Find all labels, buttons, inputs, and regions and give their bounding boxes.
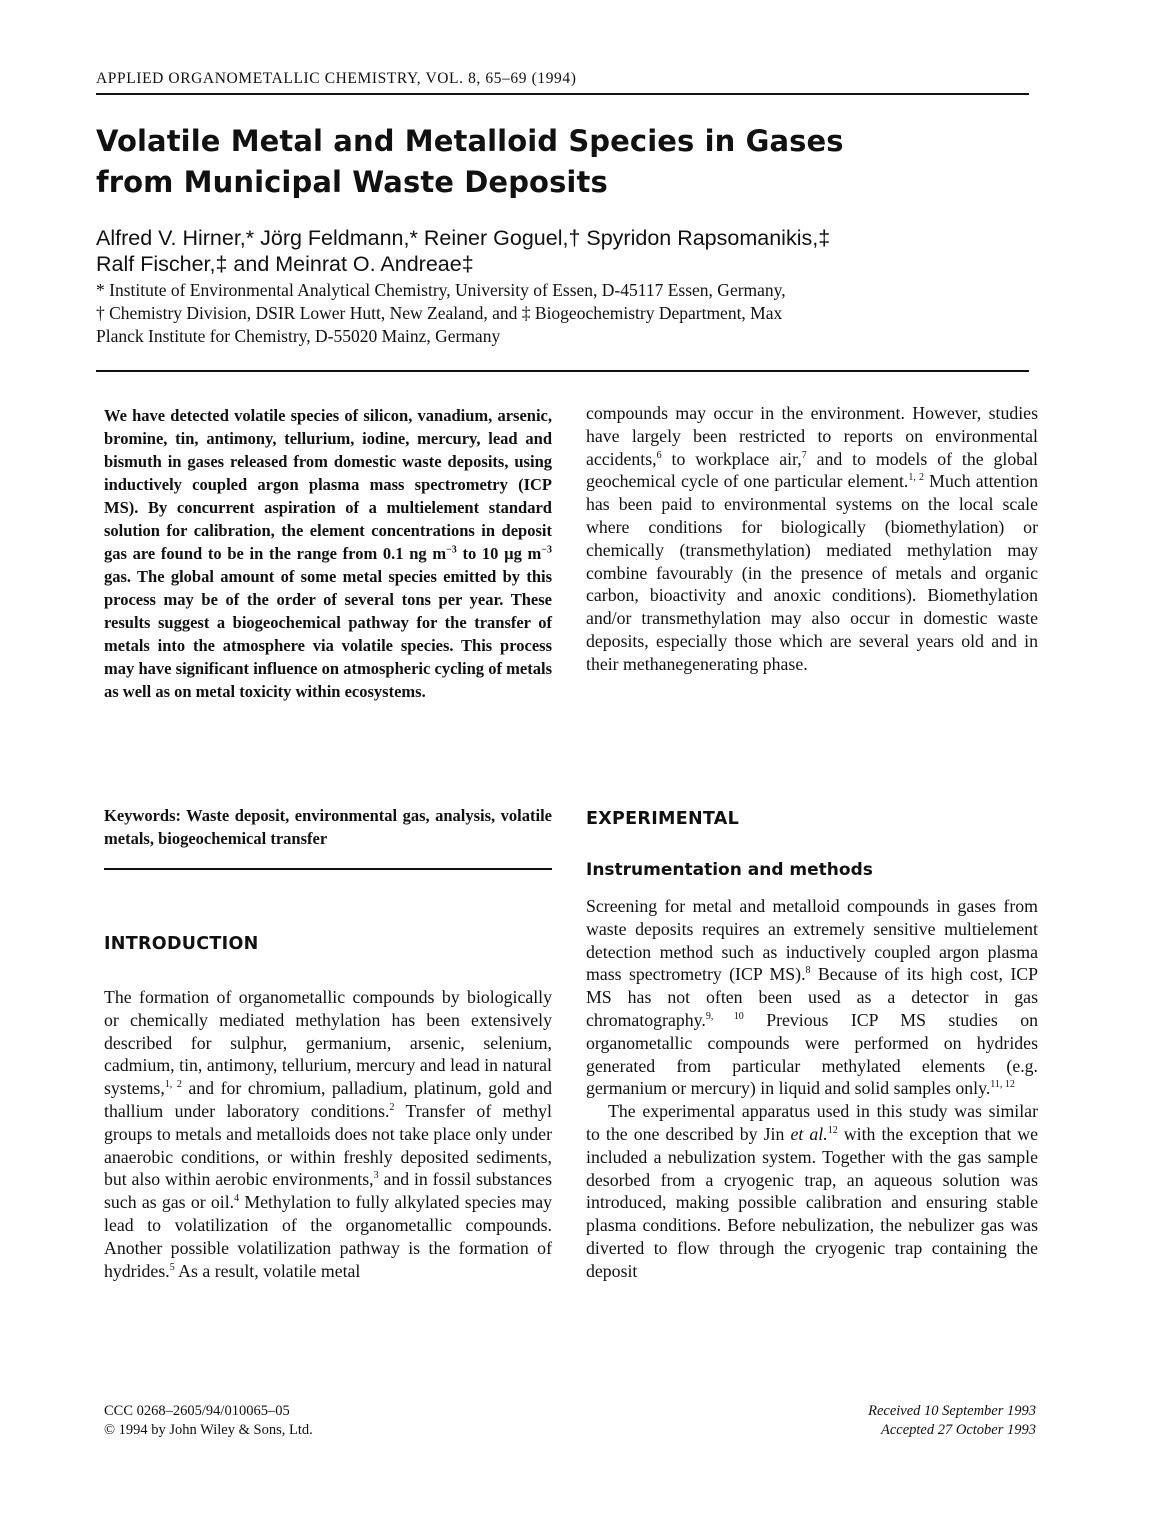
introduction-continued-paragraph: compounds may occur in the environment. However, studies have largely been restricted to reports on environmental accidents,$^6$ to workplace air,$^7$ and to models of the global geochemical cycle of one particular element.$^{1, 2}$ Much attention has been paid to environmental systems on the local scale where conditions for biologically (biomethylation) or chemically (transmethylation) mediated methylation may combine favourably (in the presence of metals and organic carbon, bioactivity and anoxic conditions). Biomethylation and/or transmethylation may also occur in domestic waste deposits, especially those which are several years old and in their methanegenerating phase. (586, 403, 1038, 674)
title-block-rule (96, 370, 1029, 372)
keywords: Keywords: Waste deposit, environmental gas, analysis, volatile metals, biogeochemical transfer (104, 806, 552, 848)
experimental-body (586, 895, 1038, 1283)
authors-line-1: Alfred V. Hirner,* Jörg Feldmann,* Reiner Goguel,† Spyridon Rapsomanikis,‡ (96, 226, 831, 250)
ccc-code: CCC 0268–2605/94/010065–05 (104, 1403, 290, 1419)
abstract-rule (104, 868, 552, 870)
affiliation-line-2: † Chemistry Division, DSIR Lower Hutt, New Zealand, and ‡ Biogeochemistry Department, Max (96, 303, 783, 323)
title-line-1: Volatile Metal and Metalloid Species in Gases (96, 124, 844, 158)
authors-line-2: Ralf Fischer,‡ and Meinrat O. Andreae‡ (96, 252, 474, 276)
abstract (104, 404, 552, 703)
instrumentation-subheading: Instrumentation and methods (586, 860, 873, 880)
author-list (96, 225, 1056, 277)
introduction-body (104, 986, 552, 1282)
footer-dates (780, 1402, 1036, 1440)
affiliation-line-1: * Institute of Environmental Analytical Chemistry, University of Essen, D-45117 Essen, Germany, (96, 280, 786, 300)
introduction-heading: INTRODUCTION (104, 934, 259, 954)
introduction-paragraph: The formation of organometallic compounds by biologically or chemically mediated methylation has been extensively described for sulphur, germanium, arsenic, selenium, cadmium, tin, antimony, tellurium, mercury and lead in natural systems,$^{1, 2}$ and for chromium, palladium, platinum, gold and thallium under laboratory conditions.$^2$ Transfer of methyl groups to metals and metalloids does not take place only under anaerobic conditions, or within freshly deposited sediments, but also within aerobic environments,$^3$ and in fossil substances such as gas or oil.$^4$ Methylation to fully alkylated species may lead to volatilization of the organometallic compounds. Another possible volatilization pathway is the formation of hydrides.$^5$ As a result, volatile metal (104, 987, 553, 1281)
accepted-date: Accepted 27 October 1993 (880, 1422, 1036, 1438)
abstract-text: We have detected volatile species of silicon, vanadium, arsenic, bromine, tin, antimony, tellurium, iodine, mercury, lead and bismuth in gases released from domestic waste deposits, using inductively coupled argon plasma mass spectrometry (ICP MS). By concurrent aspiration of a multielement standard solution for calibration, the element concentrations in deposit gas are found to be in the range from 0.1 ng $m^{-3}$ to 10 µg $m^{-3}$ gas. The global amount of some metal species emitted by this process may be of the order of several tons per year. These results suggest a biogeochemical pathway for the transfer of metals into the atmosphere via volatile species. This process may have significant influence on atmospheric cycling of metals as well as on metal toxicity within ecosystems. (104, 406, 552, 701)
affiliation-line-3: Planck Institute for Chemistry, D-55020 Mainz, Germany (96, 326, 501, 346)
received-date: Received 10 September 1993 (868, 1403, 1036, 1419)
title-line-2: from Municipal Waste Deposits (96, 165, 608, 199)
copyright-line: © 1994 by John Wiley & Sons, Ltd. (104, 1422, 313, 1438)
footer-copyright (104, 1402, 313, 1440)
affiliations (96, 279, 1031, 348)
experimental-heading: EXPERIMENTAL (586, 809, 740, 829)
experimental-paragraph-1: Screening for metal and metalloid compounds in gases from waste deposits requires an extremely sensitive multielement detection method such as inductively coupled argon plasma mass spectrometry (ICP MS).$^8$ Because of its high cost, ICP MS has not often been used as a detector in gas chromatography.$^{9, 10}$ Previous ICP MS studies on organometallic compounds were performed on hydrides generated from particular methylated elements (e.g. germanium or mercury) in liquid and solid samples only.$^{11, 12}$ (586, 896, 1038, 1099)
running-head: APPLIED ORGANOMETALLIC CHEMISTRY, VOL. 8, 65–69 (1994) (96, 70, 577, 87)
introduction-continued (586, 402, 1038, 676)
article-title (96, 121, 1056, 203)
experimental-paragraph-2: The experimental apparatus used in this study was similar to the one described by Jin et al.$^{12}$ with the exception that we included a nebulization system. Together with the gas sample desorbed from a cryogenic trap, an aqueous solution was introduced, making possible calibration and ensuring stable plasma conditions. Before nebulization, the nebulizer gas was diverted to flow through the cryogenic trap containing the deposit (586, 1101, 1039, 1281)
header-rule (96, 93, 1029, 95)
